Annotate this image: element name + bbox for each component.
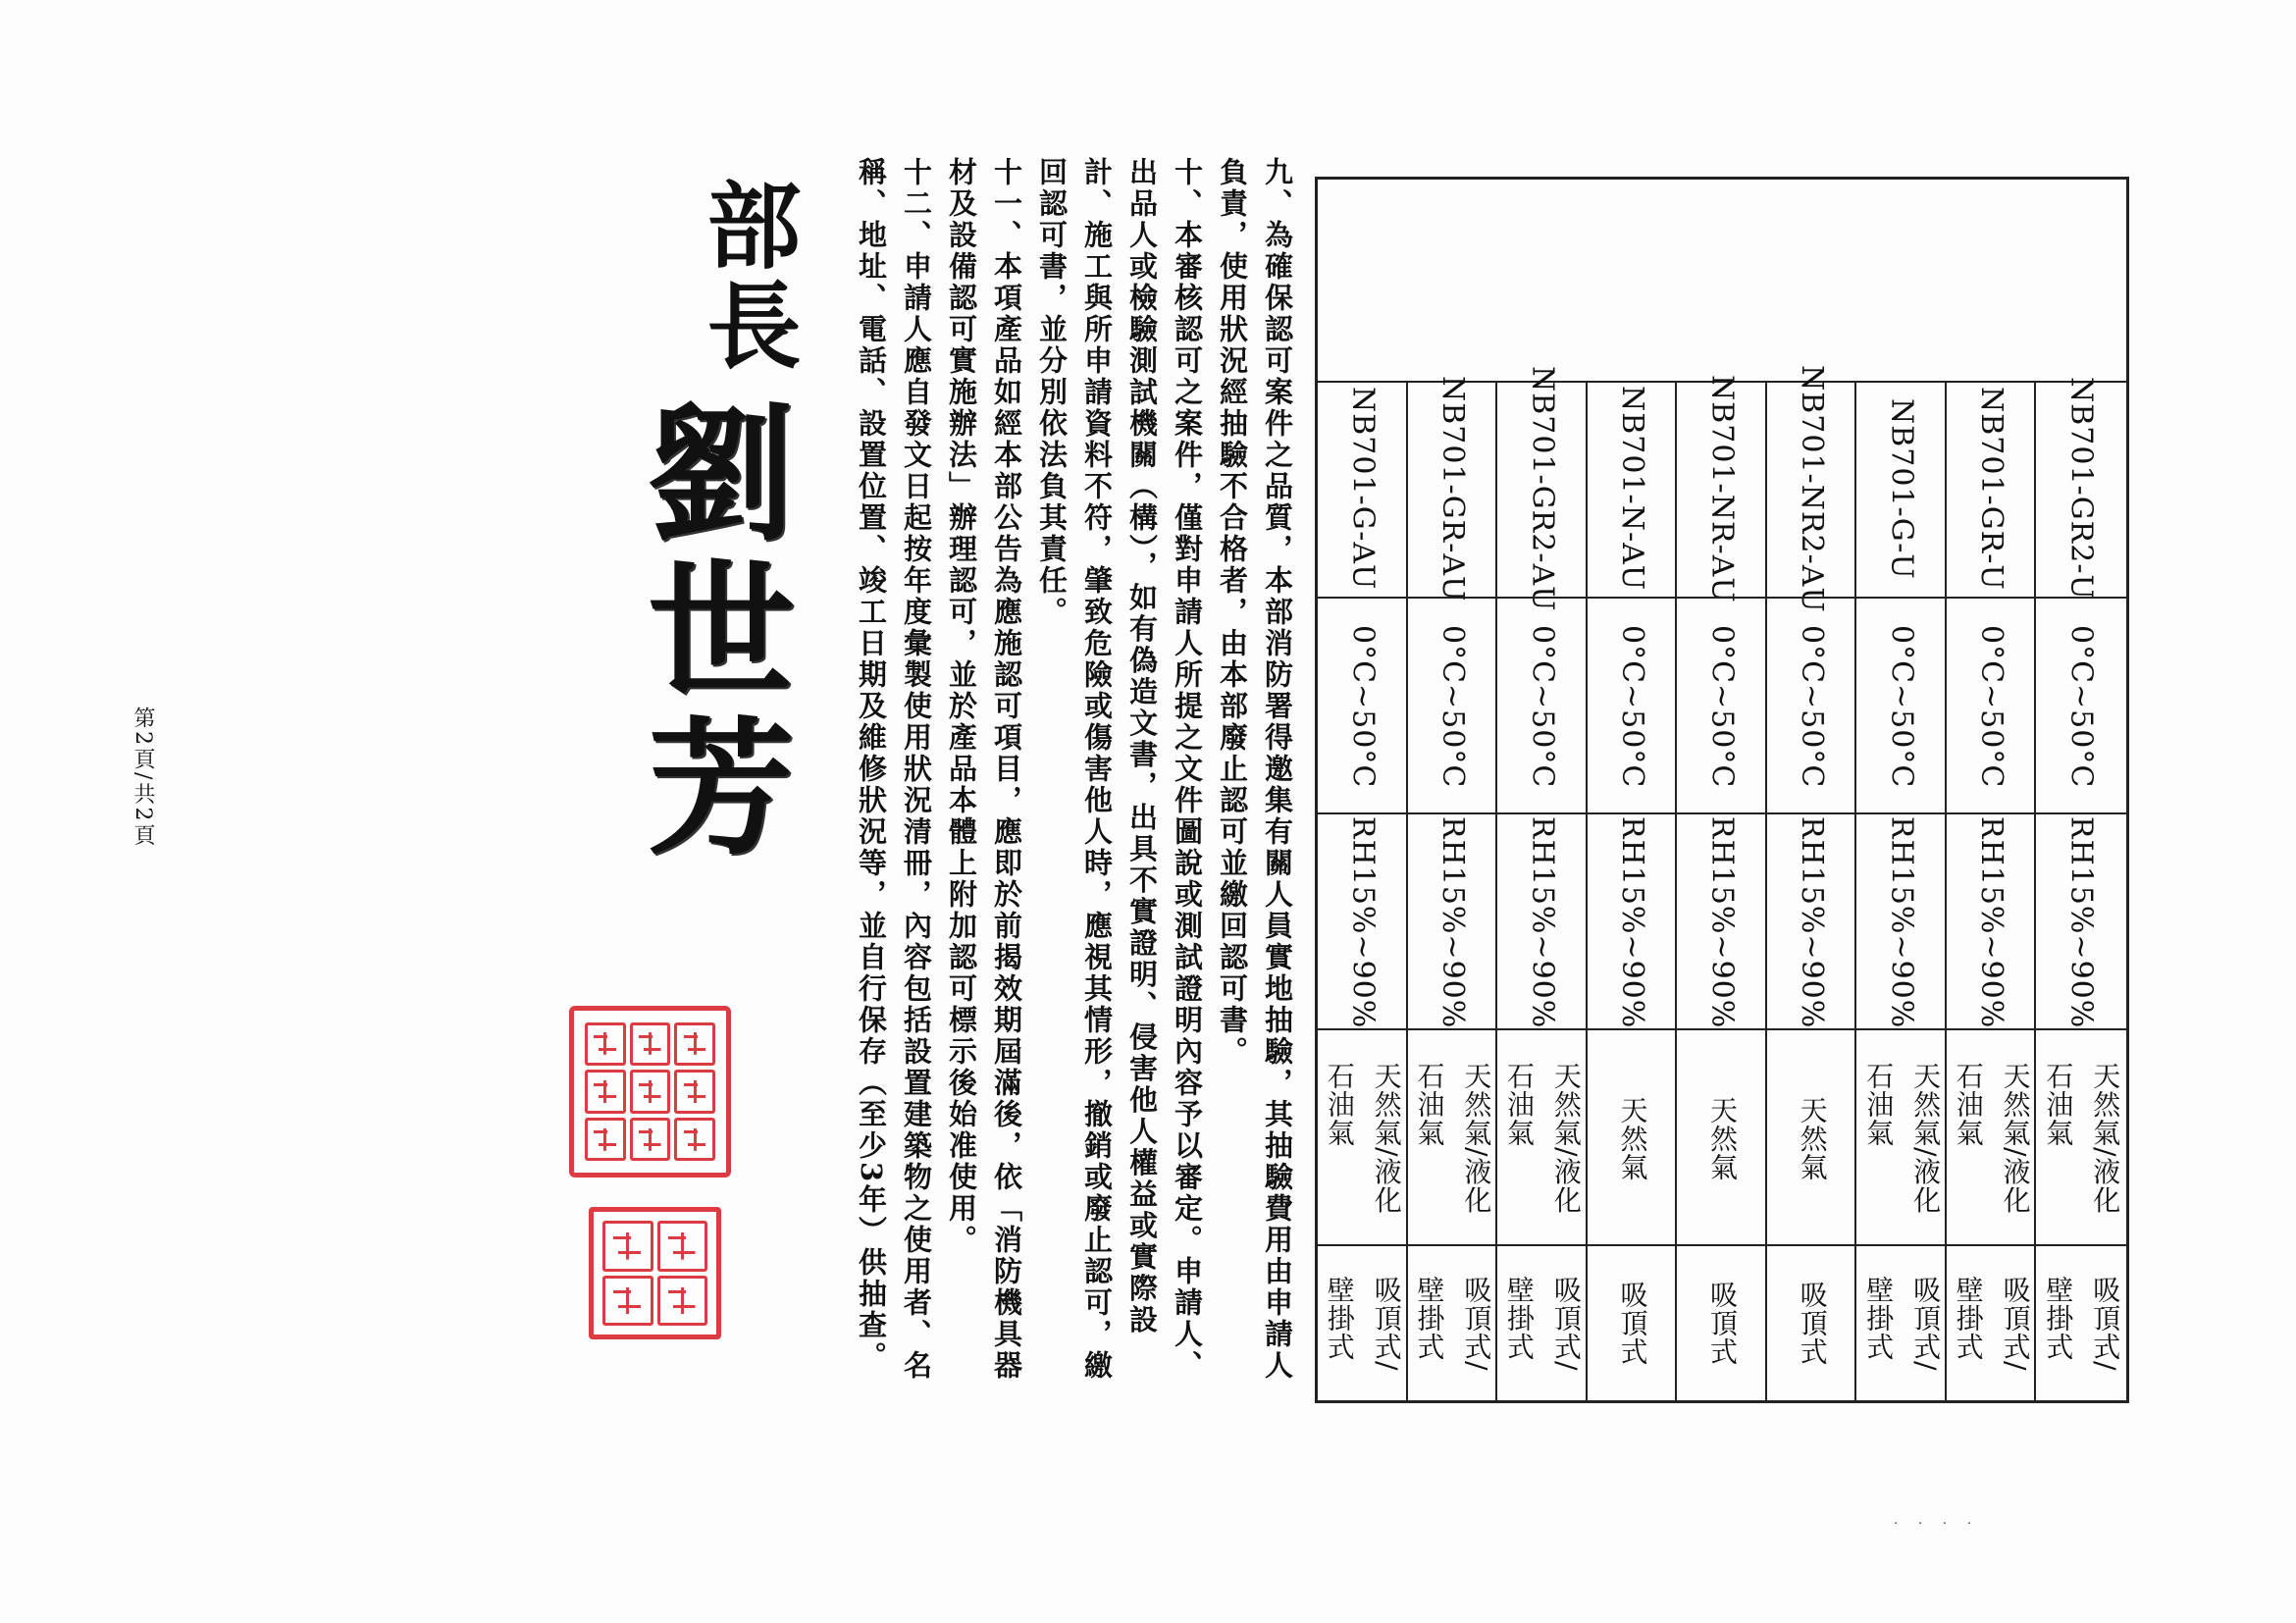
cell-mount: 吸頂式/ 壁掛式 [1497,1244,1588,1400]
cell-humidity: RH15%~90% [1408,812,1498,1030]
cell-model: NB701-G-AU [1345,387,1381,591]
table-row [1675,374,1767,1400]
table-row [1586,381,1678,1400]
cell-humidity: RH15%~90% [1677,812,1767,1030]
cell-humidity: RH15%~90% [1588,812,1678,1030]
cell-model: NB701-N-AU [1614,386,1649,592]
cell-temperature: 0°C~50°C [1408,597,1498,814]
cell-humidity: RH15%~90% [2036,812,2126,1030]
cell-temperature: 0°C~50°C [1677,597,1767,814]
cell-temperature: 0°C~50°C [1767,597,1857,814]
note-10: 十、本審核認可之案件，僅對申請人所提之文件圖說或測試證明內容予以審定。申請人、出品人或檢驗測試機關（構），如有偽造文書，出具不實證明、侵害他人權益或實際設計、施工與所申請資料不符，肇致危險或傷害他人時，應視其情形，撤銷或廢止認可，繳回認可書，並分別依法負其責任。 [1035,157,1204,1382]
table-row [1854,381,1947,1400]
note-11: 十一、本項產品如經本部公告為應施認可項目，應即於前揭效期屆滿後，依「消防機具器材及設備認可實施辦法」辦理認可，並於產品本體上附加認可標示後始准使用。 [945,157,1023,1382]
cell-gas: 天然氣/液化 石油氣 [1856,1028,1947,1246]
notes-section [839,157,1300,1393]
cell-model: NB701-GR2-AU [1525,365,1560,612]
cell-humidity: RH15%~90% [1318,812,1408,1030]
cell-model: NB701-GR-U [1974,387,2009,591]
signature-title: 部長 [692,177,803,377]
cell-model: NB701-GR-AU [1435,375,1470,602]
cell-temperature: 0°C~50°C [1588,597,1678,814]
table-row [1765,364,1857,1400]
signature-name: 劉世芳 [622,396,795,867]
cell-humidity: RH15%~90% [1767,812,1857,1030]
cell-mount: 吸頂式 [1767,1244,1857,1400]
cell-temperature: 0°C~50°C [1497,597,1588,814]
cell-gas: 天然氣/液化 石油氣 [2036,1028,2126,1246]
cell-gas: 天然氣/液化 石油氣 [1947,1028,2037,1246]
official-seal-small [589,1207,721,1339]
cell-gas: 天然氣 [1767,1028,1857,1246]
cell-model: NB701-NR2-AU [1795,364,1830,613]
cell-gas: 天然氣 [1588,1028,1678,1246]
official-seal-large [569,1006,731,1178]
cell-gas: 天然氣/液化 石油氣 [1497,1028,1588,1246]
minister-signature [589,177,814,922]
table-row [1945,381,2037,1400]
cell-mount: 吸頂式/ 壁掛式 [1947,1244,2037,1400]
page-number: 第2頁/共2頁 [130,707,155,849]
cell-model: NB701-GR2-U [2063,377,2099,601]
cell-mount: 吸頂式/ 壁掛式 [1318,1244,1408,1400]
cell-model: NB701-G-U [1884,397,1919,580]
cell-gas: 天然氣/液化 石油氣 [1318,1028,1408,1246]
cell-humidity: RH15%~90% [1947,812,2037,1030]
cell-mount: 吸頂式 [1677,1244,1767,1400]
cell-humidity: RH15%~90% [1856,812,1947,1030]
cell-temperature: 0°C~50°C [1318,597,1408,814]
cell-temperature: 0°C~50°C [2036,597,2126,814]
table-row [1406,375,1498,1400]
cell-humidity: RH15%~90% [1497,812,1588,1030]
cell-mount: 吸頂式/ 壁掛式 [1856,1244,1947,1400]
cell-temperature: 0°C~50°C [1947,597,2037,814]
cell-model: NB701-NR-AU [1704,374,1740,603]
note-9: 九、為確保認可案件之品質，本部消防署得邀集有關人員實地抽驗，其抽驗費用由申請人負責，使用狀況經抽驗不合格者，由本部廢止認可並繳回認可書。 [1216,157,1294,1382]
table-header-band [1318,180,2126,383]
cell-mount: 吸頂式/ 壁掛式 [2036,1244,2126,1400]
cell-mount: 吸頂式 [1588,1244,1678,1400]
note-12: 十二、申請人應自發文日起按年度彙製使用狀況清冊，內容包括設置建築物之使用者、名稱、地址、電話、設置位置、竣工日期及維修狀況等，並自行保存（至少3年）供抽查。 [855,157,933,1382]
table-row [2034,377,2126,1400]
cell-mount: 吸頂式/ 壁掛式 [1408,1244,1498,1400]
cell-gas: 天然氣/液化 石油氣 [1408,1028,1498,1246]
cell-temperature: 0°C~50°C [1856,597,1947,814]
table-row [1495,365,1588,1400]
spec-table [1315,177,2129,1403]
cell-gas: 天然氣 [1677,1028,1767,1246]
scan-specks: · · · · [1894,1516,1980,1532]
table-row [1316,381,1408,1400]
